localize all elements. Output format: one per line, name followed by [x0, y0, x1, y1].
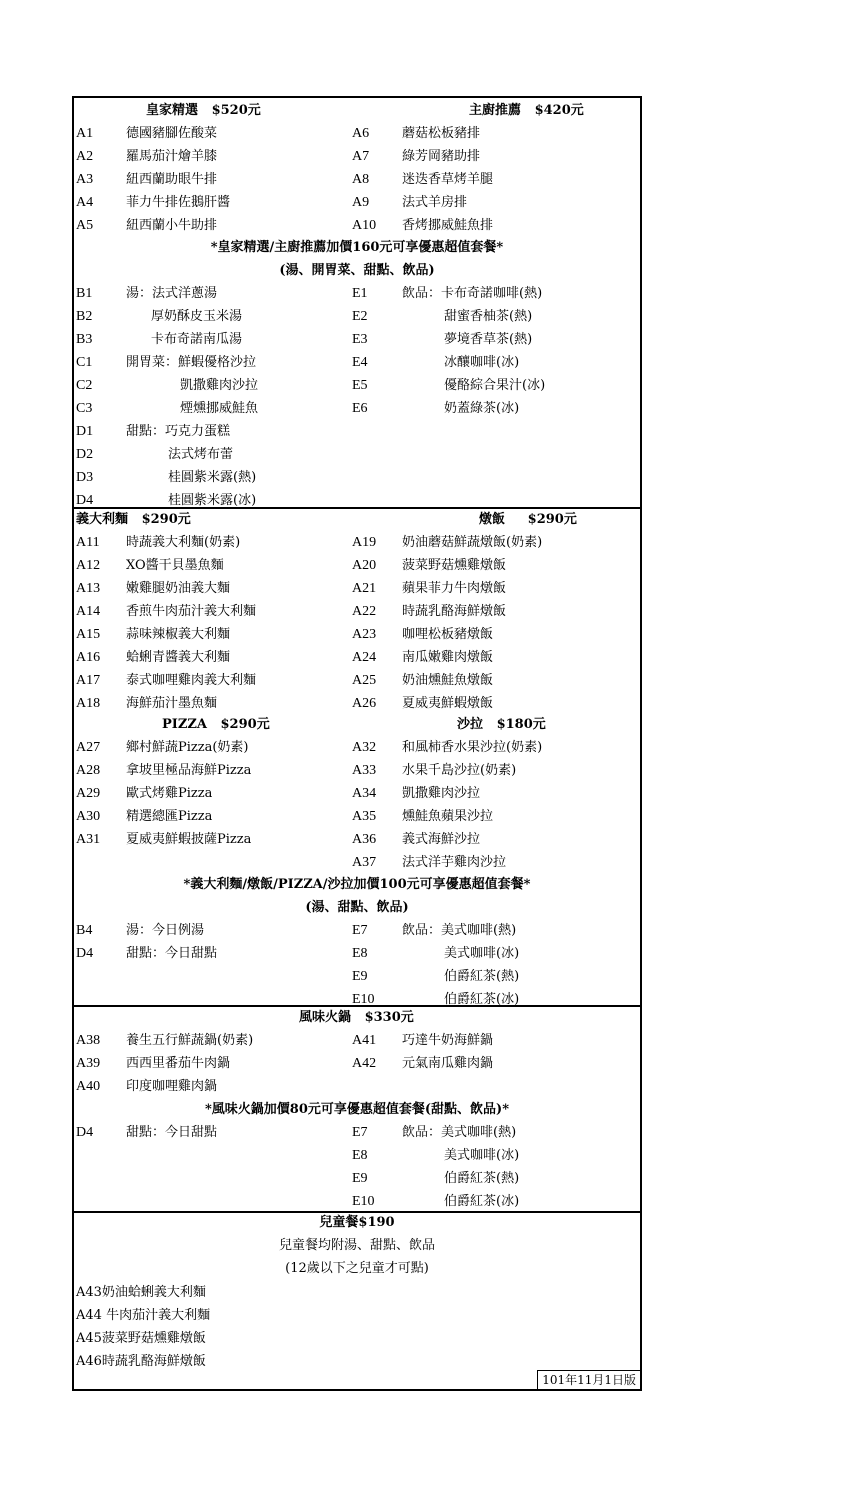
list-item: E7 飲品：美式咖啡(熱)	[352, 923, 517, 938]
list-item: A42 元氣南瓜雞肉鍋	[352, 1056, 494, 1071]
list-item: A16 蛤蜊青醬義大利麵	[76, 650, 231, 665]
section-divider	[74, 507, 640, 509]
royal-header: 皇家精選 $520元	[146, 103, 261, 118]
list-item: A46時蔬乳酪海鮮燉飯	[76, 1354, 206, 1369]
list-item: A28 拿坡里極品海鮮Pizza	[76, 763, 252, 778]
list-item: A39 西西里番茄牛肉鍋	[76, 1056, 231, 1071]
set1-title: *皇家精選/主廚推薦加價160元可享優惠超值套餐*	[210, 240, 504, 255]
list-item: A40 印度咖哩雞肉鍋	[76, 1079, 218, 1094]
list-item: A33 水果千島沙拉(奶素)	[352, 763, 517, 778]
list-item: E9 伯爵紅茶(熱)	[352, 1171, 520, 1186]
list-item: A36 義式海鮮沙拉	[352, 832, 481, 847]
list-item: D4 甜點：今日甜點	[76, 946, 218, 961]
list-item: A30 精選總匯Pizza	[76, 809, 213, 824]
list-item: A26 夏威夷鮮蝦燉飯	[352, 696, 494, 711]
list-item: A22 時蔬乳酪海鮮燉飯	[352, 604, 507, 619]
list-item: A11 時蔬義大利麵(奶素)	[76, 535, 241, 550]
list-item: A21 蘋果菲力牛肉燉飯	[352, 581, 507, 596]
list-item: A14 香煎牛肉茄汁義大利麵	[76, 604, 257, 619]
list-item: A44 牛肉茄汁義大利麵	[76, 1308, 211, 1323]
list-item: A32 和風柿香水果沙拉(奶素)	[352, 740, 543, 755]
salad-header: 沙拉 $180元	[457, 717, 546, 732]
list-item: E5 優酪綜合果汁(冰)	[352, 378, 546, 393]
set1-subtitle: (湯、開胃菜、甜點、飲品)	[279, 263, 435, 278]
list-item: A13 嫩雞腿奶油義大麵	[76, 581, 231, 596]
list-item: E4 冰釀咖啡(冰)	[352, 355, 520, 370]
risotto-header: 燉飯 $290元	[479, 512, 577, 527]
list-item: A45菠菜野菇燻雞燉飯	[76, 1331, 206, 1346]
pizza-header: PIZZA $290元	[162, 717, 270, 732]
list-item: E2 甜蜜香柚茶(熱)	[352, 309, 533, 324]
list-item: A19 奶油蘑菇鮮蔬燉飯(奶素)	[352, 535, 543, 550]
list-item: A27 鄉村鮮蔬Pizza(奶素)	[76, 740, 249, 755]
list-item: B1 湯：法式洋蔥湯	[76, 286, 218, 301]
list-item: A24 南瓜嫩雞肉燉飯	[352, 650, 494, 665]
list-item: B2 厚奶酥皮玉米湯	[76, 309, 243, 324]
list-item: E7 飲品：美式咖啡(熱)	[352, 1125, 517, 1140]
list-item: A3 紐西蘭助眼牛排	[76, 172, 218, 187]
list-item: E10 伯爵紅茶(冰)	[352, 1194, 520, 1209]
list-item: E6 奶蓋綠茶(冰)	[352, 401, 520, 416]
section-divider	[74, 1005, 640, 1007]
set2-subtitle: (湯、甜點、飲品)	[305, 900, 409, 915]
hotpot-header: 風味火鍋 $330元	[299, 1010, 414, 1025]
list-item: A25 奶油燻鮭魚燉飯	[352, 673, 494, 688]
list-item: A29 歐式烤雞Pizza	[76, 786, 213, 801]
list-item: E8 美式咖啡(冰)	[352, 1148, 520, 1163]
kids-note: 兒童餐均附湯、甜點、飲品	[278, 1238, 435, 1253]
list-item: A9 法式羊房排	[352, 195, 468, 210]
list-item: A31 夏威夷鮮蝦披薩Pizza	[76, 832, 252, 847]
list-item: A41 巧達牛奶海鮮鍋	[352, 1033, 494, 1048]
kids-age-note: (12歲以下之兒童才可點)	[285, 1261, 429, 1276]
set3-title: *風味火鍋加價80元可享優惠超值套餐(甜點、飲品)*	[205, 1102, 509, 1117]
list-item: E3 夢境香草茶(熱)	[352, 332, 533, 347]
list-item: A7 綠芳岡豬助排	[352, 149, 481, 164]
list-item: A35 燻鮭魚蘋果沙拉	[352, 809, 494, 824]
list-item: A5 紐西蘭小牛助排	[76, 218, 218, 233]
section-divider	[74, 1211, 640, 1213]
list-item: D3 桂圓紫米露(熱)	[76, 470, 257, 485]
list-item: D4 桂圓紫米露(冰)	[76, 493, 257, 508]
list-item: A6 蘑菇松板豬排	[352, 126, 481, 141]
menu-sheet	[72, 96, 642, 1391]
list-item: A18 海鮮茄汁墨魚麵	[76, 696, 218, 711]
list-item: D2 法式烤布蕾	[76, 447, 234, 462]
list-item: A38 養生五行鮮蔬鍋(奶素)	[76, 1033, 254, 1048]
list-item: C3 煙燻挪威鮭魚	[76, 401, 259, 416]
list-item: A37 法式洋芋雞肉沙拉	[352, 855, 507, 870]
list-item: D4 甜點：今日甜點	[76, 1125, 218, 1140]
list-item: A10 香烤挪威鮭魚排	[352, 218, 494, 233]
list-item: E9 伯爵紅茶(熱)	[352, 969, 520, 984]
list-item: D1 甜點：巧克力蛋糕	[76, 424, 231, 439]
list-item: A1 德國豬腳佐酸菜	[76, 126, 218, 141]
list-item: A2 羅馬茄汁燴羊膝	[76, 149, 218, 164]
list-item: E10 伯爵紅茶(冰)	[352, 992, 520, 1007]
list-item: A4 菲力牛排佐鵝肝醬	[76, 195, 231, 210]
list-item: C2 凱撒雞肉沙拉	[76, 378, 259, 393]
list-item: A8 迷迭香草烤羊腿	[352, 172, 494, 187]
list-item: A34 凱撒雞肉沙拉	[352, 786, 481, 801]
version-stamp: 101年11月1日版	[537, 1370, 640, 1389]
list-item: A15 蒜味辣椒義大利麵	[76, 627, 231, 642]
list-item: A43奶油蛤蜊義大利麵	[76, 1285, 206, 1300]
list-item: E8 美式咖啡(冰)	[352, 946, 520, 961]
list-item: C1 開胃菜：鮮蝦優格沙拉	[76, 355, 257, 370]
list-item: A12 XO醬干貝墨魚麵	[76, 558, 224, 573]
list-item: A23 咖哩松板豬燉飯	[352, 627, 494, 642]
list-item: A20 菠菜野菇燻雞燉飯	[352, 558, 507, 573]
list-item: B4 湯：今日例湯	[76, 923, 205, 938]
chef-header: 主廚推薦 $420元	[469, 103, 584, 118]
set2-title: *義大利麵/燉飯/PIZZA/沙拉加價100元可享優惠超值套餐*	[183, 877, 531, 892]
list-item: A17 泰式咖哩雞肉義大利麵	[76, 673, 257, 688]
pasta-header: 義大利麵 $290元	[76, 512, 191, 527]
kids-title: 兒童餐$190	[319, 1215, 395, 1230]
list-item: E1 飲品：卡布奇諾咖啡(熱)	[352, 286, 543, 301]
list-item: B3 卡布奇諾南瓜湯	[76, 332, 243, 347]
